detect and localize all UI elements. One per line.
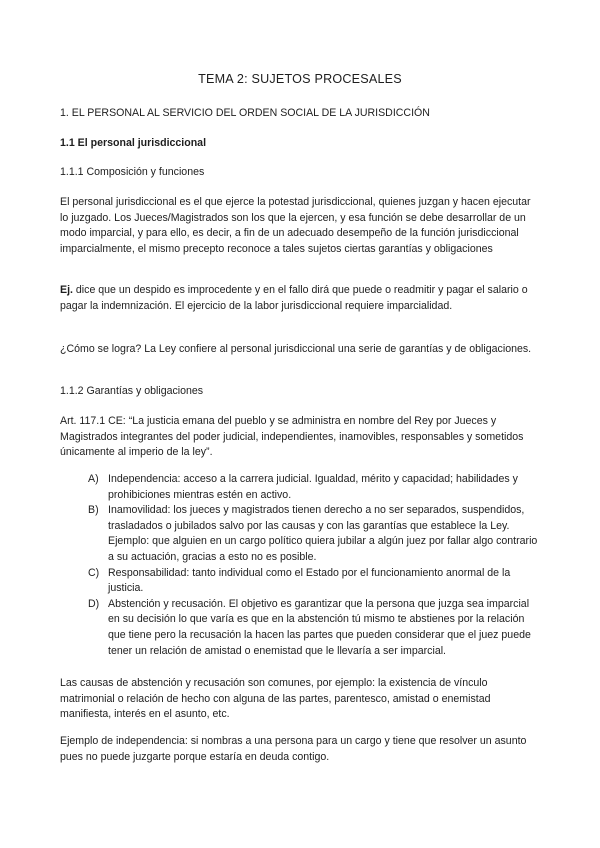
- section-heading-1: 1. EL PERSONAL AL SERVICIO DEL ORDEN SOCIAL DE LA JURISDICCIÓN: [60, 107, 430, 119]
- page-title: TEMA 2: SUJETOS PROCESALES: [198, 72, 402, 86]
- list-marker: B): [88, 504, 99, 517]
- paragraph-question: ¿Cómo se logra? La Ley confiere al personal jurisdiccional una serie de garantías y de obligaciones.: [60, 343, 532, 355]
- list-item-text: Abstención y recusación. El objetivo es garantizar que la persona que juzga sea imparcial en su decisión lo que varía es que en la abstención tú mismo te abstienes por la relación que tiene pero la recusación la hacen las partes que pueden considerar que el juez puede tener un relación de amistad o enemistad que le llevaría a ser imparcial.: [108, 597, 531, 657]
- example-text: dice que un despido es improcedente y en el fallo dirá que puede o readmitir y pagar el salario o pagar la indemnización. El ejercicio de la labor jurisdiccional requiere imparcialidad.: [60, 284, 528, 312]
- section-heading-1-1-2: 1.1.2 Garantías y obligaciones: [60, 385, 204, 397]
- section-heading-1-1-1: 1.1.1 Composición y funciones: [60, 166, 205, 178]
- list-marker: A): [88, 473, 99, 485]
- paragraph-causas: Las causas de abstención y recusación son comunes, por ejemplo: la existencia de vínculo matrimonial o relación de hecho con alguna de las partes, parentesco, amistad o enemistad manifiesta, interés en el asunto, etc.: [60, 677, 491, 721]
- paragraph-personal: El personal jurisdiccional es el que ejerce la potestad jurisdiccional, quienes juzgan y hacen ejecutar lo juzgado. Los Jueces/Magistrados son los que la ejercen, y esa función se debe desarrollar de un modo imparcial, y para ello, es decir, a fin de un adecuado desempeño de la función jurisdiccional imparcialmente, el mismo precepto reconoce a tales sujetos ciertas garantías y obligaciones: [60, 196, 531, 255]
- list-item-text: Inamovilidad: los jueces y magistrados tienen derecho a no ser separados, suspendidos, trasladados o jubilados salvo por las causas y con las garantías que establece la Ley. Ejemplo: que alguien en un cargo político quiera jubilar a algún juez por fallar algo contrario a su actuación, gracias a esto no es posible.: [108, 504, 538, 563]
- list-item-text: Independencia: acceso a la carrera judicial. Igualdad, mérito y capacidad; habilidades y prohibiciones mientras estén en activo.: [108, 473, 518, 501]
- list-item: [88, 566, 540, 597]
- list-item: [88, 503, 540, 565]
- list-item: [88, 597, 540, 659]
- example-label: Ej.: [60, 284, 73, 296]
- list-marker: C): [88, 566, 100, 579]
- paragraph-example: [60, 283, 540, 314]
- section-heading-1-1: 1.1 El personal jurisdiccional: [60, 137, 207, 149]
- list-item: [88, 472, 540, 503]
- list-item-text: Responsabilidad: tanto individual como el Estado por el funcionamiento anormal de la justicia.: [108, 566, 511, 595]
- paragraph-ejemplo: Ejemplo de independencia: si nombras a una persona para un cargo y tiene que resolver un asunto pues no puede juzgarte porque estaría en deuda contigo.: [60, 735, 527, 763]
- guarantees-list: [88, 472, 540, 659]
- paragraph-article: Art. 117.1 CE: “La justicia emana del pueblo y se administra en nombre del Rey por Jueces y Magistrados integrantes del poder judicial, independientes, inamovibles, responsables y sometidos únicamente al imperio de la ley”.: [60, 415, 524, 459]
- list-marker: D): [88, 597, 100, 610]
